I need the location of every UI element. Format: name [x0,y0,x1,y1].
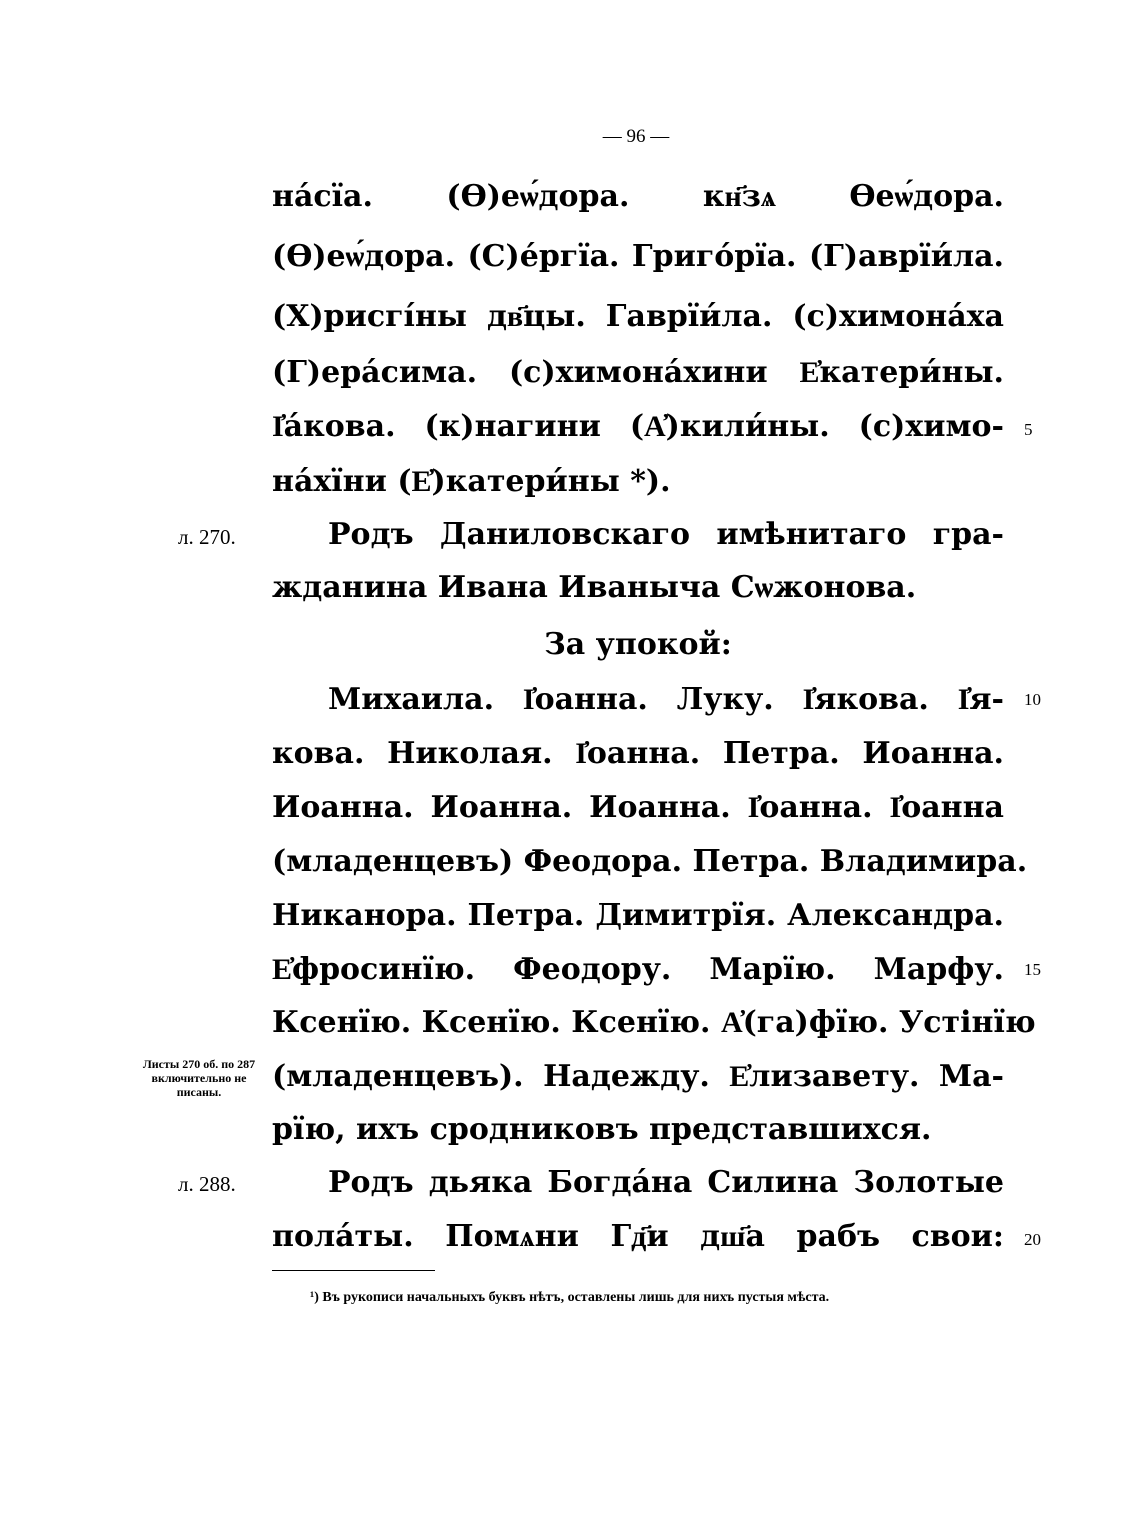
text-line-4: (Г)ера́сима. (с)химона́хини Е҆катери́ны. [272,355,1004,390]
margin-note: Листы 270 об. по 287 включительно не писаны. [142,1057,256,1099]
line-number-15: 15 [1024,960,1041,979]
name-line-1: Михаила. І҆оанна. Луку. І҆якова. І҆я- [328,682,1004,717]
line-number-10: 10 [1024,690,1041,709]
name-line-4: (младенцевъ) Феодора. Петра. Владимира. [272,844,1028,879]
line-number-5: 5 [1024,420,1033,439]
name-line-2: кова. Николая. І҆оанна. Петра. Иоанна. [272,736,1004,771]
folio-ref-288: л. 288. [178,1172,236,1196]
name-line-9: рїю, ихъ сродниковъ представшихся. [272,1112,932,1147]
name-line-6: Е҆фросинїю. Феодору. Марїю. Марфу. [272,952,1004,987]
line-number-20: 20 [1024,1230,1041,1249]
final-line-2: пола́ты. Помѧни Гд҃и дш҃а рабъ свои: [272,1219,1004,1254]
footnote: ¹) Въ рукописи начальныхъ буквъ нѣтъ, оставлены лишь для нихъ пустыя мѣста. [310,1290,830,1305]
section-heading: За упокой: [544,627,732,662]
text-line-2: (Ѳ)еѡ́дора. (С)е́ргїа. Григо́рїа. (Г)аврїи́ла. [272,239,1004,274]
text-line-3: (Х)рисгі́ны дв҃цы. Гаврїи́ла. (с)химона́ха [272,299,1004,334]
name-line-5: Никанора. Петра. Димитрїя. Александра. [272,898,1004,933]
text-line-1: на́сїа. (Ѳ)еѡ́дора. кн҃зѧ Ѳеѡ́дора. [272,179,1004,214]
text-line-5: І҆а́кова. (к)нагини (А҆)кили́ны. (с)химо- [272,409,1004,444]
heading-line-2: жданина Ивана Иваныча Сѡжонова. [272,570,917,605]
name-line-3: Иоанна. Иоанна. Иоанна. І҆оанна. І҆оанна [272,790,1004,825]
footnote-rule [272,1270,435,1271]
folio-ref-270: л. 270. [178,525,236,549]
text-line-6: на́хїни (Е҆)катери́ны *). [272,464,671,499]
final-line-1: Родъ дьяка Богда́на Силина Золотые [328,1165,1004,1200]
name-line-8: (младенцевъ). Надежду. Е҆лизавету. Ма- [272,1059,1004,1094]
heading-line-1: Родъ Даниловскаго имѣнитаго гра- [328,517,1004,552]
page-number: — 96 — [602,126,670,147]
name-line-7: Ксенїю. Ксенїю. Ксенїю. А҆(га)фїю. Устінїю [272,1005,1036,1040]
